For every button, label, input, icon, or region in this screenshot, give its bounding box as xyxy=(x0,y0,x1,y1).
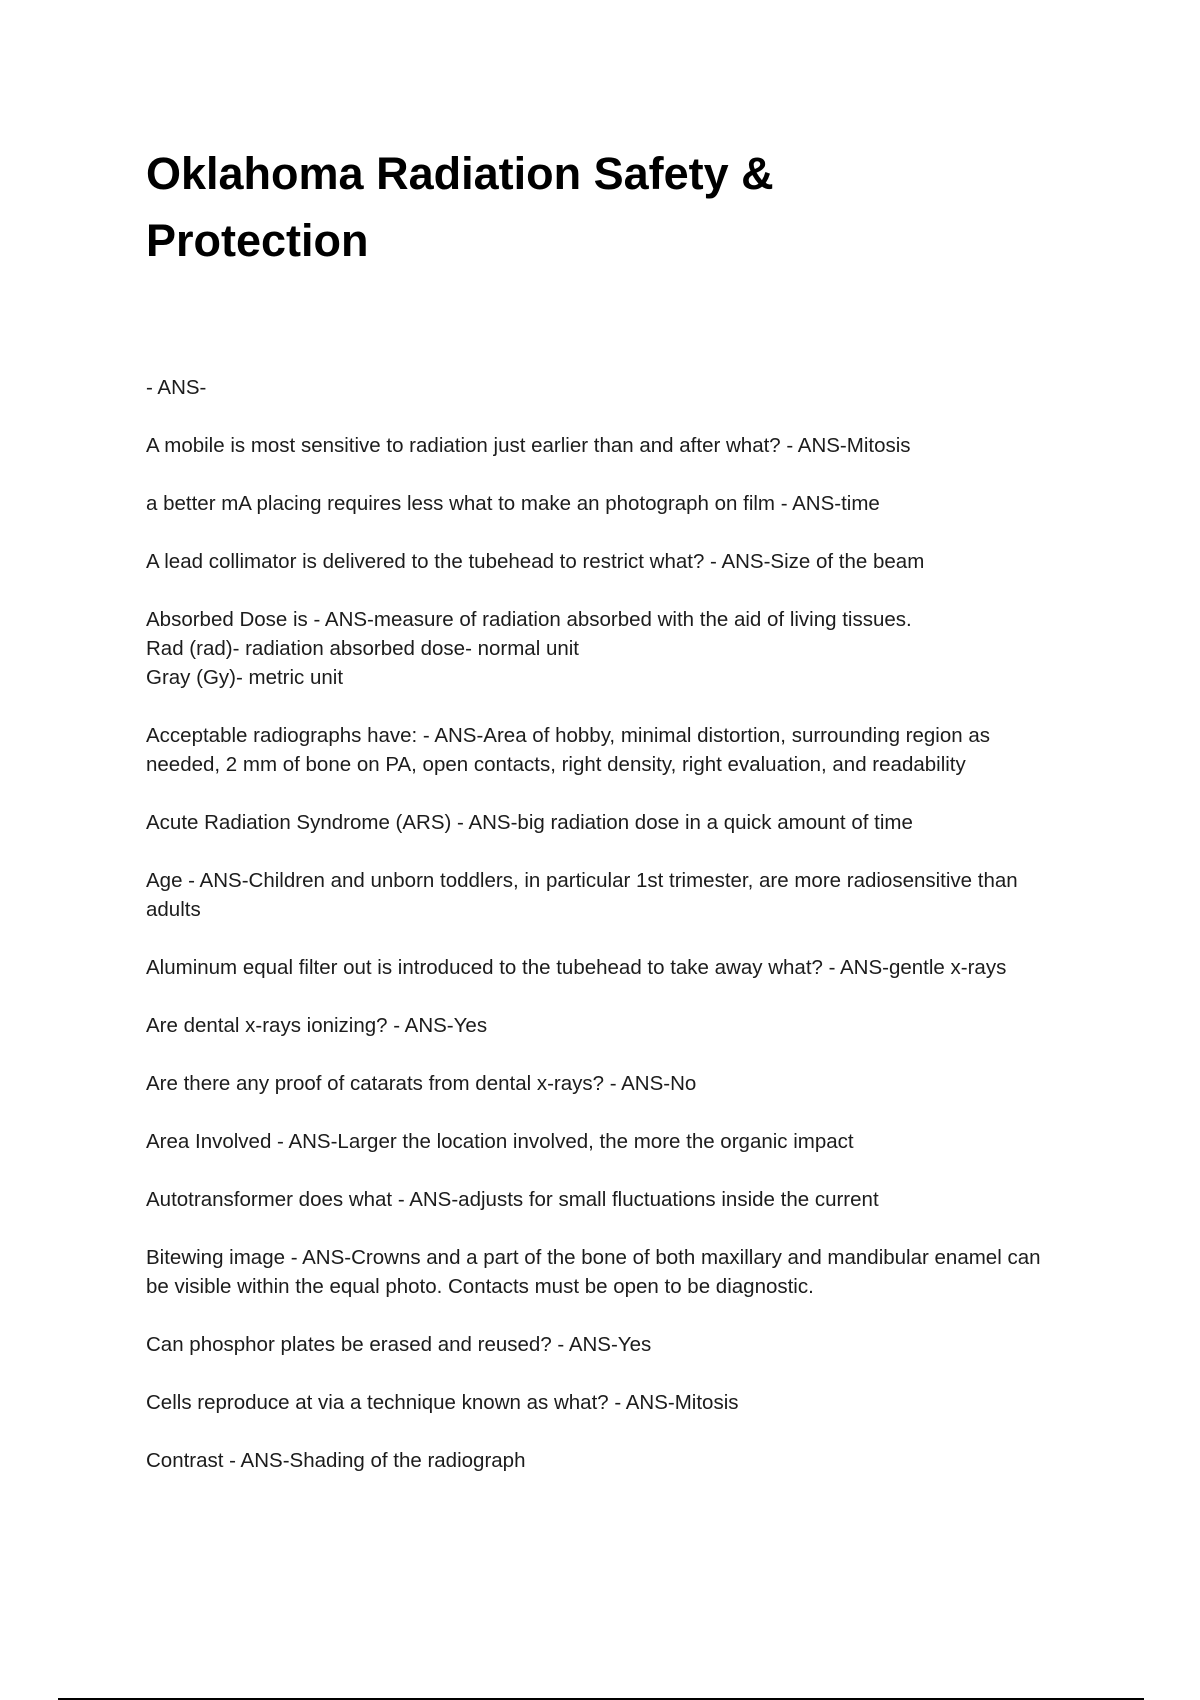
qa-entry: A mobile is most sensitive to radiation just earlier than and after what? - ANS-Mitosis xyxy=(146,434,911,457)
qa-entry: Autotransformer does what - ANS-adjusts for small fluctuations inside the current xyxy=(146,1188,879,1211)
qa-entry: - ANS- xyxy=(146,376,207,399)
page-title: Oklahoma Radiation Safety & Protection xyxy=(146,148,774,266)
qa-entry: Are there any proof of catarats from dental x-rays? - ANS-No xyxy=(146,1072,697,1095)
qa-entry: Bitewing image - ANS-Crowns and a part of the bone of both maxillary and mandibular enamel can be visible within the equal photo. Contacts must be open to be diagnostic. xyxy=(146,1246,1041,1298)
qa-entry: Absorbed Dose is - ANS-measure of radiation absorbed with the aid of living tissues. Rad (rad)- radiation absorbed dose- normal unit Gray (Gy)- metric unit xyxy=(146,608,912,689)
qa-entry: Acceptable radiographs have: - ANS-Area of hobby, minimal distortion, surrounding region as needed, 2 mm of bone on PA, open contacts, right density, right evaluation, and readability xyxy=(146,724,990,776)
qa-entry: Age - ANS-Children and unborn toddlers, in particular 1st trimester, are more radiosensitive than adults xyxy=(146,869,1018,921)
qa-entry: Aluminum equal filter out is introduced to the tubehead to take away what? - ANS-gentle x-rays xyxy=(146,956,1007,979)
qa-entry: Can phosphor plates be erased and reused? - ANS-Yes xyxy=(146,1333,652,1356)
qa-entry: Are dental x-rays ionizing? - ANS-Yes xyxy=(146,1014,488,1037)
qa-entry: a better mA placing requires less what to make an photograph on film - ANS-time xyxy=(146,492,880,515)
qa-entry: A lead collimator is delivered to the tubehead to restrict what? - ANS-Size of the beam xyxy=(146,550,925,573)
qa-list xyxy=(146,373,1056,1504)
qa-entry: Area Involved - ANS-Larger the location involved, the more the organic impact xyxy=(146,1130,854,1153)
qa-entry: Cells reproduce at via a technique known as what? - ANS-Mitosis xyxy=(146,1391,739,1414)
qa-entry: Contrast - ANS-Shading of the radiograph xyxy=(146,1449,526,1472)
qa-entry: Acute Radiation Syndrome (ARS) - ANS-big radiation dose in a quick amount of time xyxy=(146,811,913,834)
